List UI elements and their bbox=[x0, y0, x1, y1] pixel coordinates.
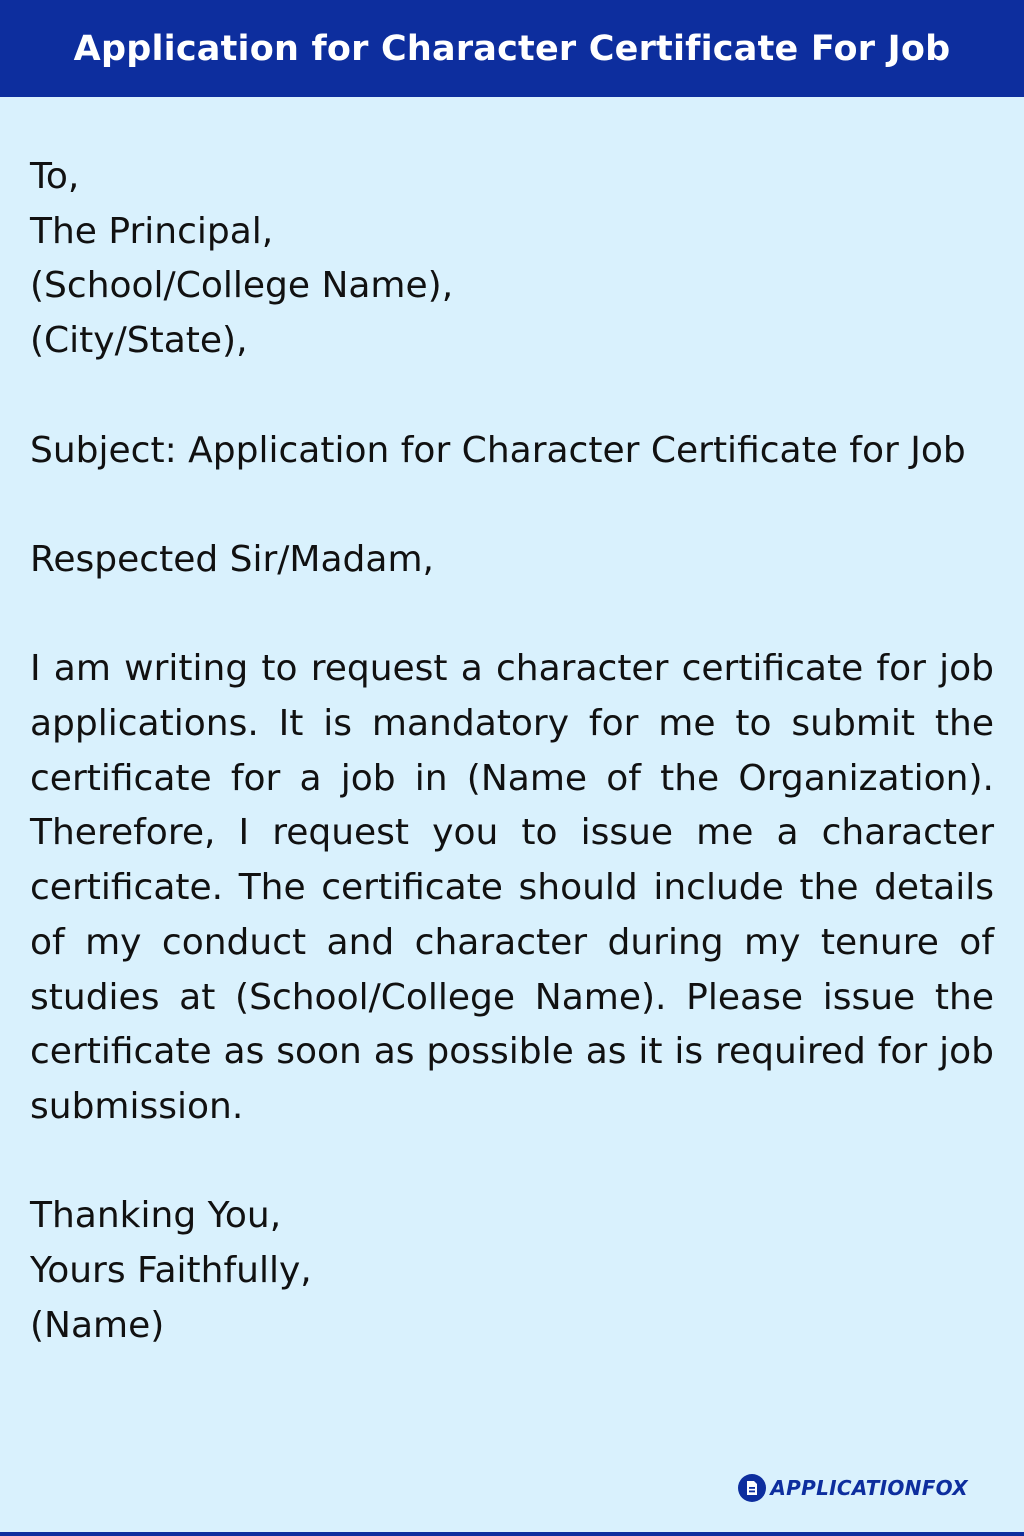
address-line: (City/State), bbox=[30, 320, 248, 362]
header-bar bbox=[0, 0, 1024, 97]
closing-line: Yours Faithfully, bbox=[30, 1250, 312, 1291]
closing-line: (Name) bbox=[30, 1304, 165, 1346]
brand-name: APPLICATIONFOX bbox=[770, 1476, 968, 1500]
address-line: To, bbox=[30, 156, 80, 197]
subject-line: Subject: Application for Character Certificate for Job bbox=[30, 429, 966, 471]
address-line: The Principal, bbox=[30, 210, 274, 252]
closing-line: Thanking You, bbox=[30, 1195, 282, 1237]
brand-logo bbox=[738, 1474, 968, 1502]
address-line: (School/College Name), bbox=[30, 265, 454, 307]
letter-paragraph: I am writing to request a character certificate for job applications. It is mandatory for me to submit the certificate for a job in (Name of the Organization). Therefore, I request you to issue me a character certificate. The certificate should include the details of my conduct and character during my tenure of studies at (School/College Name). Please issue the certificate as soon as possible as it is required for job submission. bbox=[30, 648, 994, 1127]
closing-block bbox=[30, 1189, 994, 1353]
document-icon bbox=[738, 1474, 766, 1502]
footer-bar bbox=[0, 1532, 1024, 1536]
letter-body bbox=[30, 150, 994, 1353]
address-block bbox=[30, 150, 994, 369]
page-title: Application for Character Certificate For Job bbox=[73, 28, 951, 69]
salutation: Respected Sir/Madam, bbox=[30, 538, 434, 580]
